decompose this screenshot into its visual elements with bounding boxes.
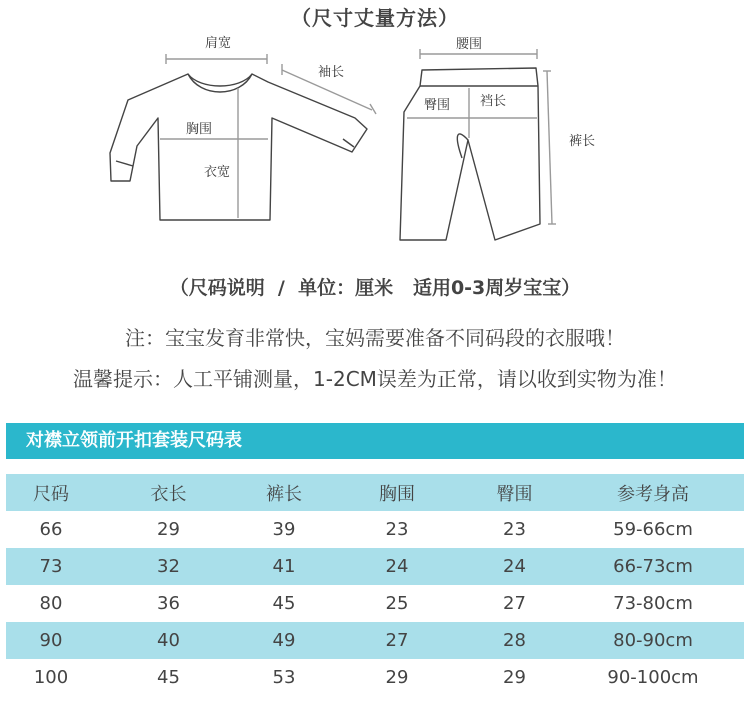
- header-height: 参考身高: [617, 483, 689, 505]
- table-row: [6, 548, 744, 585]
- cell-hip: 29: [503, 667, 526, 688]
- pants-illustration: [400, 68, 540, 240]
- cell-height: 73-80cm: [613, 593, 693, 614]
- header-hip: 臀围: [496, 483, 533, 505]
- shoulder-width-label: 肩宽: [205, 36, 232, 51]
- cell-chest: 29: [385, 667, 409, 688]
- size-note: （尺码说明 / 单位：厘米 适用0-3周岁宝宝）: [169, 277, 581, 299]
- cell-chest: 27: [385, 630, 409, 651]
- cell-chest: 25: [385, 593, 409, 614]
- cell-height: 66-73cm: [613, 556, 693, 577]
- size-table: [6, 474, 744, 696]
- cell-pants-length: 39: [272, 519, 296, 540]
- cell-top-length: 32: [157, 556, 180, 577]
- cell-height: 80-90cm: [613, 630, 693, 651]
- cell-height: 90-100cm: [607, 667, 699, 688]
- crotch-label: 裆长: [480, 94, 507, 109]
- cell-size: 66: [39, 519, 63, 540]
- cell-size: 80: [39, 593, 63, 614]
- waist-label: 腰围: [456, 37, 483, 52]
- measurement-tip: 温馨提示：人工平铺测量，1-2CM误差为正常，请以收到实物为准！: [73, 367, 677, 391]
- cell-pants-length: 45: [272, 593, 296, 614]
- growth-note: 注：宝宝发育非常快，宝妈需要准备不同码段的衣服哦！: [125, 326, 625, 350]
- method-heading: （尺寸丈量方法）: [291, 6, 459, 30]
- chest-label: 胸围: [186, 122, 213, 137]
- table-row: [6, 622, 744, 659]
- header-chest: 胸围: [379, 483, 415, 505]
- cell-hip: 27: [503, 593, 526, 614]
- cell-top-length: 29: [157, 519, 180, 540]
- cell-height: 59-66cm: [613, 519, 693, 540]
- cell-size: 100: [33, 667, 69, 688]
- cell-hip: 24: [503, 556, 526, 577]
- size-table-title: 对襟立领前开扣套装尺码表: [6, 423, 744, 459]
- cell-top-length: 40: [157, 630, 180, 651]
- header-pants-length: 裤长: [266, 483, 302, 505]
- cell-top-length: 36: [157, 593, 180, 614]
- body-width-label: 衣宽: [204, 165, 231, 180]
- cell-pants-length: 53: [272, 667, 296, 688]
- measurement-diagram: [0, 28, 750, 258]
- cell-hip: 28: [503, 630, 526, 651]
- header-size: 尺码: [33, 483, 69, 505]
- cell-pants-length: 49: [272, 630, 296, 651]
- table-row: [6, 585, 744, 622]
- hip-label: 臀围: [424, 98, 451, 113]
- table-row: [6, 659, 744, 696]
- table-header-row: [6, 474, 744, 511]
- cell-chest: 23: [385, 519, 409, 540]
- cell-size: 73: [39, 556, 63, 577]
- cell-pants-length: 41: [272, 556, 296, 577]
- header-top-length: 衣长: [150, 483, 187, 505]
- cell-hip: 23: [503, 519, 526, 540]
- cell-top-length: 45: [157, 667, 180, 688]
- pants-length-label: 裤长: [569, 134, 596, 149]
- cell-chest: 24: [385, 556, 409, 577]
- cell-size: 90: [39, 630, 63, 651]
- table-row: [6, 511, 744, 548]
- sleeve-length-label: 袖长: [318, 65, 345, 80]
